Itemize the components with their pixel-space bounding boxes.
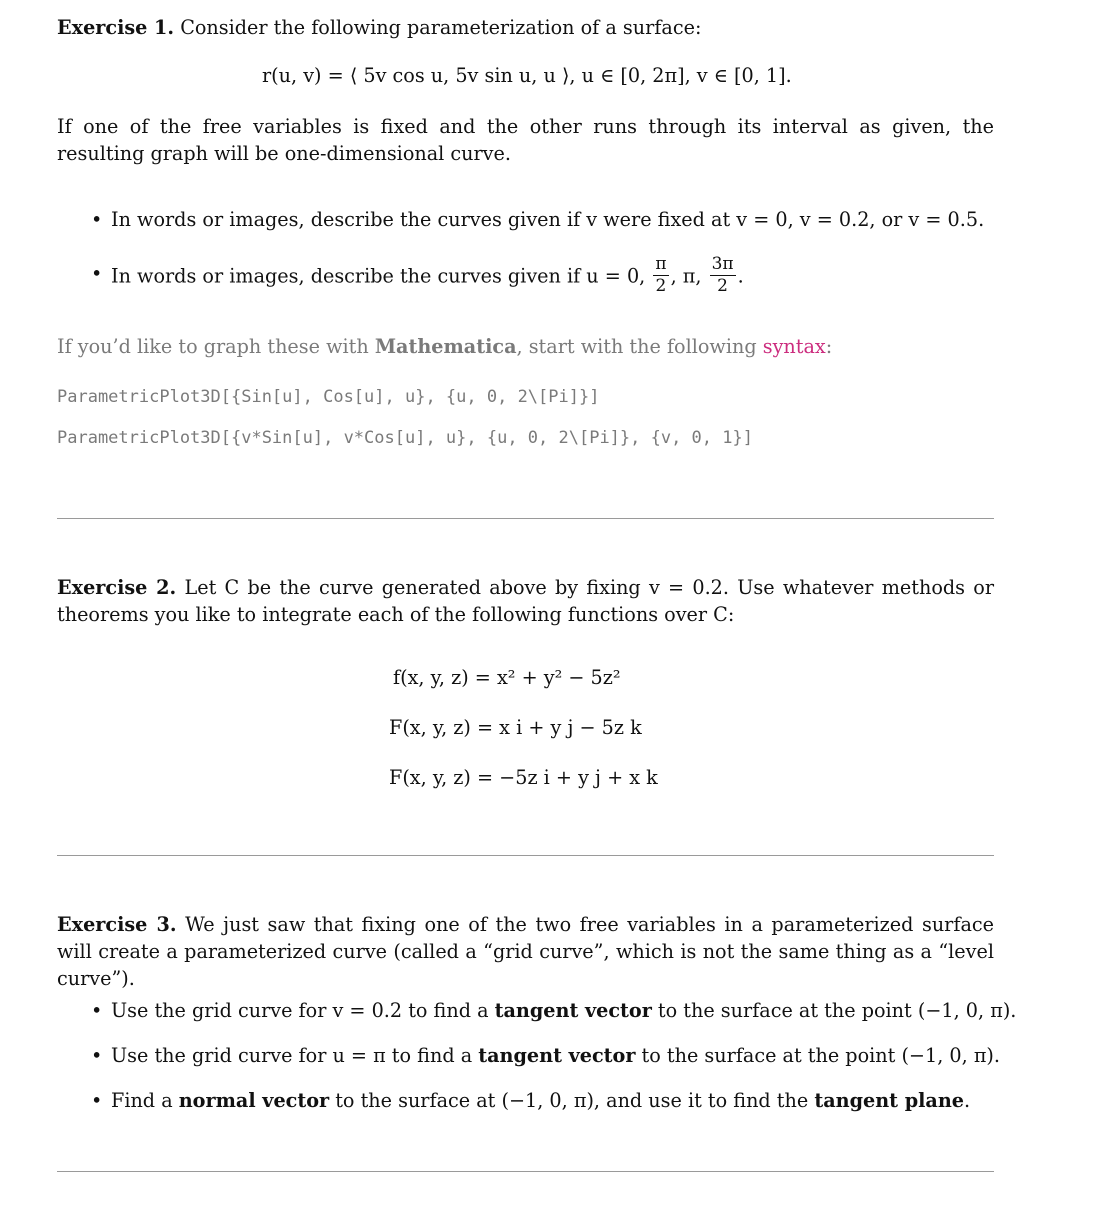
function-f-scalar: f(x, y, z) = x² + y² − 5z² [393, 666, 621, 689]
function-F-vector-2: F(x, y, z) = −5z i + y j + x k [389, 766, 658, 789]
fraction-3pi-over-2: $\frac{3\pi}{2}$ [711, 254, 734, 296]
code-line-2: ParametricPlot3D[{v*Sin[u], v*Cos[u], u}, {u, 0, 2\[Pi]}, {v, 0, 1}] [57, 428, 753, 448]
exercise-2-label: Exercise 2. [57, 576, 177, 599]
code-line-1: ParametricPlot3D[{Sin[u], Cos[u], u}, {u, 0, 2\[Pi]}] [57, 387, 600, 407]
mathematica-hint: If you’d like to graph these with Mathematica, start with the following syntax: [57, 335, 833, 358]
exercise-1-label: Exercise 1. [57, 16, 175, 39]
exercise-1-intro [57, 14, 994, 41]
function-F-vector-1: F(x, y, z) = x i + y j − 5z k [389, 716, 642, 739]
bullet-icon: • [91, 1044, 103, 1067]
exercise-1-bullet-2-text: In words or images, describe the curves given if u = 0, [111, 264, 646, 288]
surface-parameterization-equation: r(u, v) = ⟨ 5v cos u, 5v sin u, u ⟩, u ∈ [0, 2π], v ∈ [0, 1]. [262, 64, 792, 87]
exercise-1-bullet-2: • In words or images, describe the curves given if u = 0, $\frac{\pi}{2}$ , π, $\frac{3\pi}{2}$ . [91, 254, 744, 296]
exercise-2-text: Exercise 2. Let C be the curve generated above by fixing v = 0.2. Use whatever methods or theorems you like to integrate each of the following functions over C: [57, 576, 994, 626]
fraction-pi-over-2: $\frac{\pi}{2}$ [655, 254, 667, 296]
exercise-1-paragraph: If one of the free variables is fixed and the other runs through its interval as given, the resulting graph will be one-dimensional curve. [57, 115, 994, 165]
bullet-icon: • [91, 1089, 103, 1112]
bullet-icon: • [91, 999, 103, 1022]
mathematica-name: Mathematica [374, 335, 517, 358]
section-divider [57, 855, 994, 856]
bullet-icon: • [91, 208, 103, 231]
section-divider [57, 518, 994, 519]
exercise-3-text: Exercise 3. We just saw that fixing one of the two free variables in a parameterized surface will create a parameterized curve (called a “grid curve”, which is not the same thing as a “level curve”). [57, 913, 994, 990]
bullet-icon: • [91, 262, 103, 285]
section-divider [57, 1171, 994, 1172]
exercise-1-intro-text: Consider the following parameterization of a surface: [180, 16, 702, 39]
exercise-1-bullet-1 [91, 208, 985, 231]
exercise-3-bullet-1: • Use the grid curve for v = 0.2 to find a tangent vector to the surface at the point (−1, 0, π). [91, 999, 1017, 1022]
exercise-3-bullet-2: • Use the grid curve for u = π to find a tangent vector to the surface at the point (−1, 0, π). [91, 1044, 1001, 1067]
syntax-link[interactable]: syntax [762, 335, 826, 358]
exercise-1-bullet-1-text: In words or images, describe the curves given if v were fixed at v = 0, v = 0.2, or v = 0.5. [111, 208, 985, 231]
exercise-3-label: Exercise 3. [57, 913, 177, 936]
exercise-3-bullet-3: • Find a normal vector to the surface at (−1, 0, π), and use it to find the tangent plane. [91, 1089, 971, 1112]
